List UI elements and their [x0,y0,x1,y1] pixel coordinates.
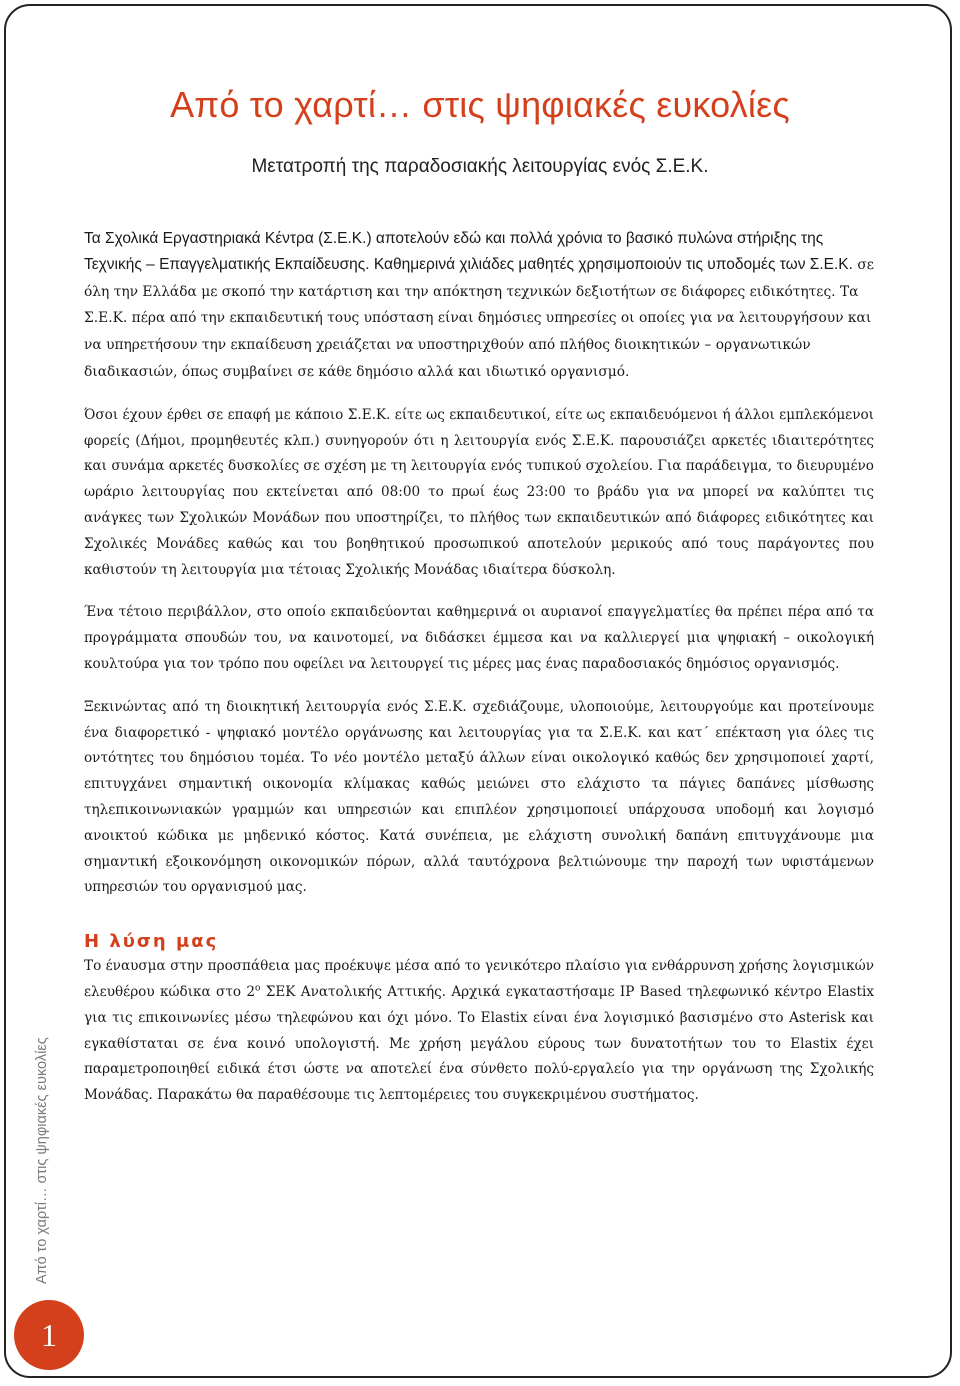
section-text-end: ΣΕΚ Ανατολικής Αττικής. Αρχικά εγκαταστήσαμε IP Based τηλεφωνικό κέντρο Elastix για τις επικοινωνίες μέσω τηλεφώνου και όχι μόνο. Το Elastix είναι ένα λογισμικό βασισμένο στο Asterisk και εγκαθίσταται σε ένα κοινό υπολογιστή. Με χρήση μεγάλου εύρους των δυνατοτήτων του το Elastix έχει παραμετροποιηθεί ειδικά έτσι ώστε να αποτελεί ένα σύνθετο πολύ-εργαλείο για την οργάνωση της Σχολικής Μονάδας. Παρακάτω θα παραθέσουμε τις λεπτομέρειες του συγκεκριμένου συστήματος. [84,983,875,1104]
intro-serif-text: σε όλη την Ελλάδα με σκοπό την κατάρτιση και την απόκτηση τεχνικών δεξιοτήτων σε διάφορες ειδικότητες. Τα Σ.Ε.Κ. πέρα από την εκπαιδευτική τους υπόσταση είναι δημόσιες υπηρεσίες οι οποίες για να λειτουργήσουν και να υπηρετήσουν την εκπαίδευση χρειάζεται να υποστηριχθούν από πλήθος διοικητικών – οργανωτικών διαδικασιών, όπως συμβαίνει σε κάθε δημόσιο αλλά και ιδιωτικό οργανισμό. [84,256,874,380]
section-paragraph [84,954,874,1109]
intro-paragraph [84,226,874,386]
paragraph-2: Όσοι έχουν έρθει σε επαφή με κάποιο Σ.Ε.Κ. είτε ως εκπαιδευτικοί, είτε ως εκπαιδευόμενοι ή άλλοι εμπλεκόμενοι φορείς (Δήμοι, προμηθευτές κλπ.) συνηγορούν ότι η λειτουργία ενός Σ.Ε.Κ. παρουσιάζει αρκετές ιδιαιτερότητες και συνάμα αρκετές δυσκολίες σε σχέση με τη λειτουργία ενός τυπικού σχολείου. Για παράδειγμα, το διευρυμένο ωράριο λειτουργίας που εκτείνεται από 08:00 το πρωί έως 23:00 το βράδυ για να μπορεί να καλύπτει τις ανάγκες των Σχολικών Μονάδων που υποστηρίζει, το πλήθος των εκπαιδευτικών από διάφορες ειδικότητες και Σχολικές Μονάδες καθώς και του βοηθητικού προσωπικού αποτελούν μερικούς από τους παράγοντες που καθιστούν τη λειτουργία μια τέτοιας Σχολικής Μονάδας ιδιαίτερα δύσκολη. [84,406,874,578]
paragraph-4: Ξεκινώντας από τη διοικητική λειτουργία ενός Σ.Ε.Κ. σχεδιάζουμε, υλοποιούμε, λειτουργούμε και προτείνουμε ένα διαφορετικό - ψηφιακό μοντέλο οργάνωσης και λειτουργίας για τα Σ.Ε.Κ. και κατ΄ επέκταση για όλες τις οντότητες του δημόσιου τομέα. Το νέο μοντέλο μεταξύ άλλων είναι οικολογικό καθώς δεν χρησιμοποιεί χαρτί, επιτυγχάνει σημαντική οικονομία κλίμακας καθώς μειώνει στο ελάχιστο τα πάγιες δαπάνες μίσθωσης τηλεπικοινωνιακών γραμμών και υπηρεσιών και επιπλέον χρησιμοποιεί υπάρχουσα υποδομή και λογισμό ανοικτού κώδικα με μηδενικό κόστος. Κατά συνέπεια, με ελάχιστη συνολική δαπάνη επιτυγχάνουμε μια σημαντική εξοικονόμηση οικονομικών πόρων, αλλά ταυτόχρονα βελτιώνουμε την παροχή των υφιστάμενων υπηρεσιών του οργανισμού μας. [84,698,874,896]
paragraph-3: Ένα τέτοιο περιβάλλον, στο οποίο εκπαιδεύονται καθημερινά οι αυριανοί επαγγελματίες θα πρέπει πέρα από τα προγράμματα σπουδών του, να καινοτομεί, να διδάσκει έμμεσα και να καλλιεργεί μια ψηφιακή – οικολογική κουλτούρα για τον τρόπο που οφείλει να λειτουργεί τις μέρες μας ένας παραδοσιακός δημόσιος οργανισμός. [84,604,874,672]
document-body [84,226,874,1109]
section-heading: Η λύση μας [84,931,219,953]
section-text-start: Το έναυσμα στην προσπάθεια μας προέκυψε μέσα από το γενικότερο πλαίσιο για ενθάρρυνση χρήσης λογισμικών ελευθέρου κώδικα στο 2 [84,958,874,1000]
page-title: Από το χαρτί… στις ψηφιακές ευκολίες [170,84,790,125]
sidebar-running-title: Από το χαρτί… στις ψηφιακές ευκολίες [34,1037,50,1284]
page-number-badge: 1 [14,1300,84,1370]
ordinal-superscript: ο [255,983,261,994]
intro-sans-text: Τα Σχολικά Εργαστηριακά Κέντρα (Σ.Ε.Κ.) αποτελούν εδώ και πολλά χρόνια το βασικό πυλώνα στήριξης της Τεχνικής – Επαγγελματικής Εκπαίδευσης. Καθημερινά χιλιάδες μαθητές χρησιμοποιούν τις υποδομές των Σ.Ε.Κ. [84,230,853,273]
page-subtitle: Μετατροπή της παραδοσιακής λειτουργίας ενός Σ.Ε.Κ. [251,156,709,177]
